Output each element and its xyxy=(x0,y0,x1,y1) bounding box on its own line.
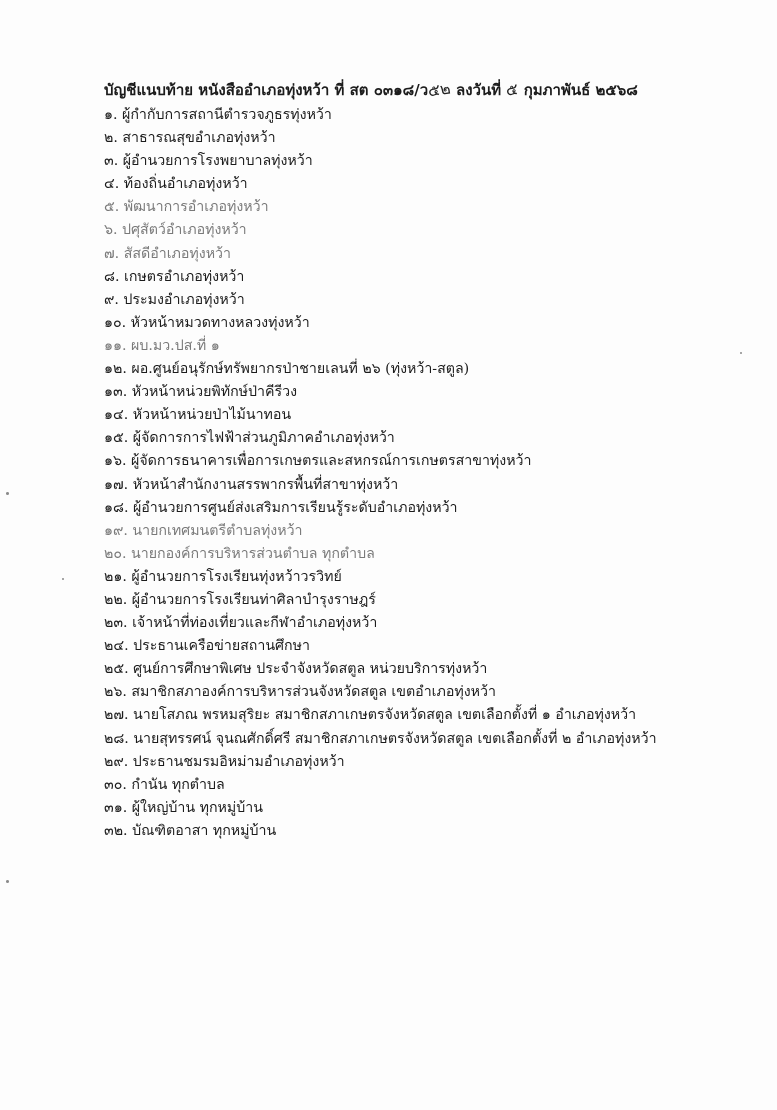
list-item: ๙. ประมงอำเภอทุ่งหว้า xyxy=(104,291,245,308)
list-item: ๒๗. นายโสภณ พรหมสุริยะ สมาชิกสภาเกษตรจังหวัดสตูล เขตเลือกตั้งที่ ๑ อำเภอทุ่งหว้า xyxy=(104,707,637,724)
list-item: ๒๑. ผู้อำนวยการโรงเรียนทุ่งหว้าวรวิทย์ xyxy=(104,568,342,585)
list-item: ๑๒. ผอ.ศูนย์อนุรักษ์ทรัพยากรป่าชายเลนที่ ๒๖ (ทุ่งหว้า-สตูล) xyxy=(104,361,470,378)
scan-speck xyxy=(6,880,9,883)
handwritten-document-number: ๕๒ xyxy=(426,78,452,101)
list-item: ๒๒. ผู้อำนวยการโรงเรียนท่าศิลาบำรุงราษฎร์ xyxy=(104,591,376,608)
list-item: ๑๔. หัวหน้าหน่วยป่าไม้นาทอน xyxy=(104,407,292,424)
scan-speck xyxy=(62,578,64,580)
month-year: กุมภาพันธ์ ๒๕๖๘ xyxy=(523,81,638,99)
scan-speck xyxy=(6,492,9,495)
distribution-list-heading xyxy=(104,78,764,103)
list-item: ๑. ผู้กำกับการสถานีตำรวจภูธรทุ่งหว้า xyxy=(104,107,332,123)
list-item: ๒๐. นายกองค์การบริหารส่วนตำบล ทุกตำบล xyxy=(104,545,375,562)
list-item: ๔. ท้องถิ่นอำเภอทุ่งหว้า xyxy=(104,176,248,193)
list-item: ๒๙. ประธานชมรมอิหม่ามอำเภอทุ่งหว้า xyxy=(104,753,345,770)
scan-speck xyxy=(740,352,742,354)
list-item: ๓๒. บัณฑิตอาสา ทุกหมู่บ้าน xyxy=(104,822,277,839)
list-item: ๓. ผู้อำนวยการโรงพยาบาลทุ่งหว้า xyxy=(104,153,313,170)
list-item: ๘. เกษตรอำเภอทุ่งหว้า xyxy=(104,268,245,285)
list-item: ๑๖. ผู้จัดการธนาคารเพื่อการเกษตรและสหกรณ์การเกษตรสาขาทุ่งหว้า xyxy=(104,453,532,470)
list-item: ๑๕. ผู้จัดการการไฟฟ้าส่วนภูมิภาคอำเภอทุ่งหว้า xyxy=(104,430,395,447)
list-item: ๒๓. เจ้าหน้าที่ท่องเที่ยวและกีฬาอำเภอทุ่งหว้า xyxy=(104,615,378,632)
list-item: ๑๐. หัวหน้าหมวดทางหลวงทุ่งหว้า xyxy=(104,314,310,331)
list-item: ๑๙. นายกเทศมนตรีตำบลทุ่งหว้า xyxy=(104,522,303,539)
recipient-list xyxy=(104,104,657,843)
list-item: ๖. ปศุสัตว์อำเภอทุ่งหว้า xyxy=(104,222,247,239)
list-item: ๗. สัสดีอำเภอทุ่งหว้า xyxy=(104,245,231,262)
list-item: ๑๑. ผบ.มว.ปส.ที่ ๑ xyxy=(104,337,220,354)
heading-prefix: บัญชีแนบท้าย หนังสืออำเภอทุ่งหว้า ที่ สต ๐๓๑๘/ว xyxy=(104,81,429,99)
list-item: ๑๘. ผู้อำนวยการศูนย์ส่งเสริมการเรียนรู้ระดับอำเภอทุ่งหว้า xyxy=(104,499,458,516)
list-item: ๑๓. หัวหน้าหน่วยพิทักษ์ป่าคีรีวง xyxy=(104,384,298,401)
list-item: ๒๕. ศูนย์การศึกษาพิเศษ ประจำจังหวัดสตูล หน่วยบริการทุ่งหว้า xyxy=(104,661,488,678)
list-item: ๒๘. นายสุทรรศน์ จุนณศักดิ์ศรี สมาชิกสภาเกษตรจังหวัดสตูล เขตเลือกตั้งที่ ๒ อำเภอทุ่งหว้า xyxy=(104,730,657,747)
list-item: ๑๗. หัวหน้าสำนักงานสรรพากรพื้นที่สาขาทุ่งหว้า xyxy=(104,476,399,493)
list-item: ๓๑. ผู้ใหญ่บ้าน ทุกหมู่บ้าน xyxy=(104,799,263,816)
list-item: ๒. สาธารณสุขอำเภอทุ่งหว้า xyxy=(104,130,276,147)
list-item: ๕. พัฒนาการอำเภอทุ่งหว้า xyxy=(104,199,269,216)
list-item: ๒๔. ประธานเครือข่ายสถานศึกษา xyxy=(104,638,310,655)
date-label: ลงวันที่ xyxy=(456,81,502,99)
list-item: ๒๖. สมาชิกสภาองค์การบริหารส่วนจังหวัดสตูล เขตอำเภอทุ่งหว้า xyxy=(104,684,496,701)
list-item: ๓๐. กำนัน ทุกตำบล xyxy=(104,776,225,793)
handwritten-day: ๕ xyxy=(504,79,520,100)
